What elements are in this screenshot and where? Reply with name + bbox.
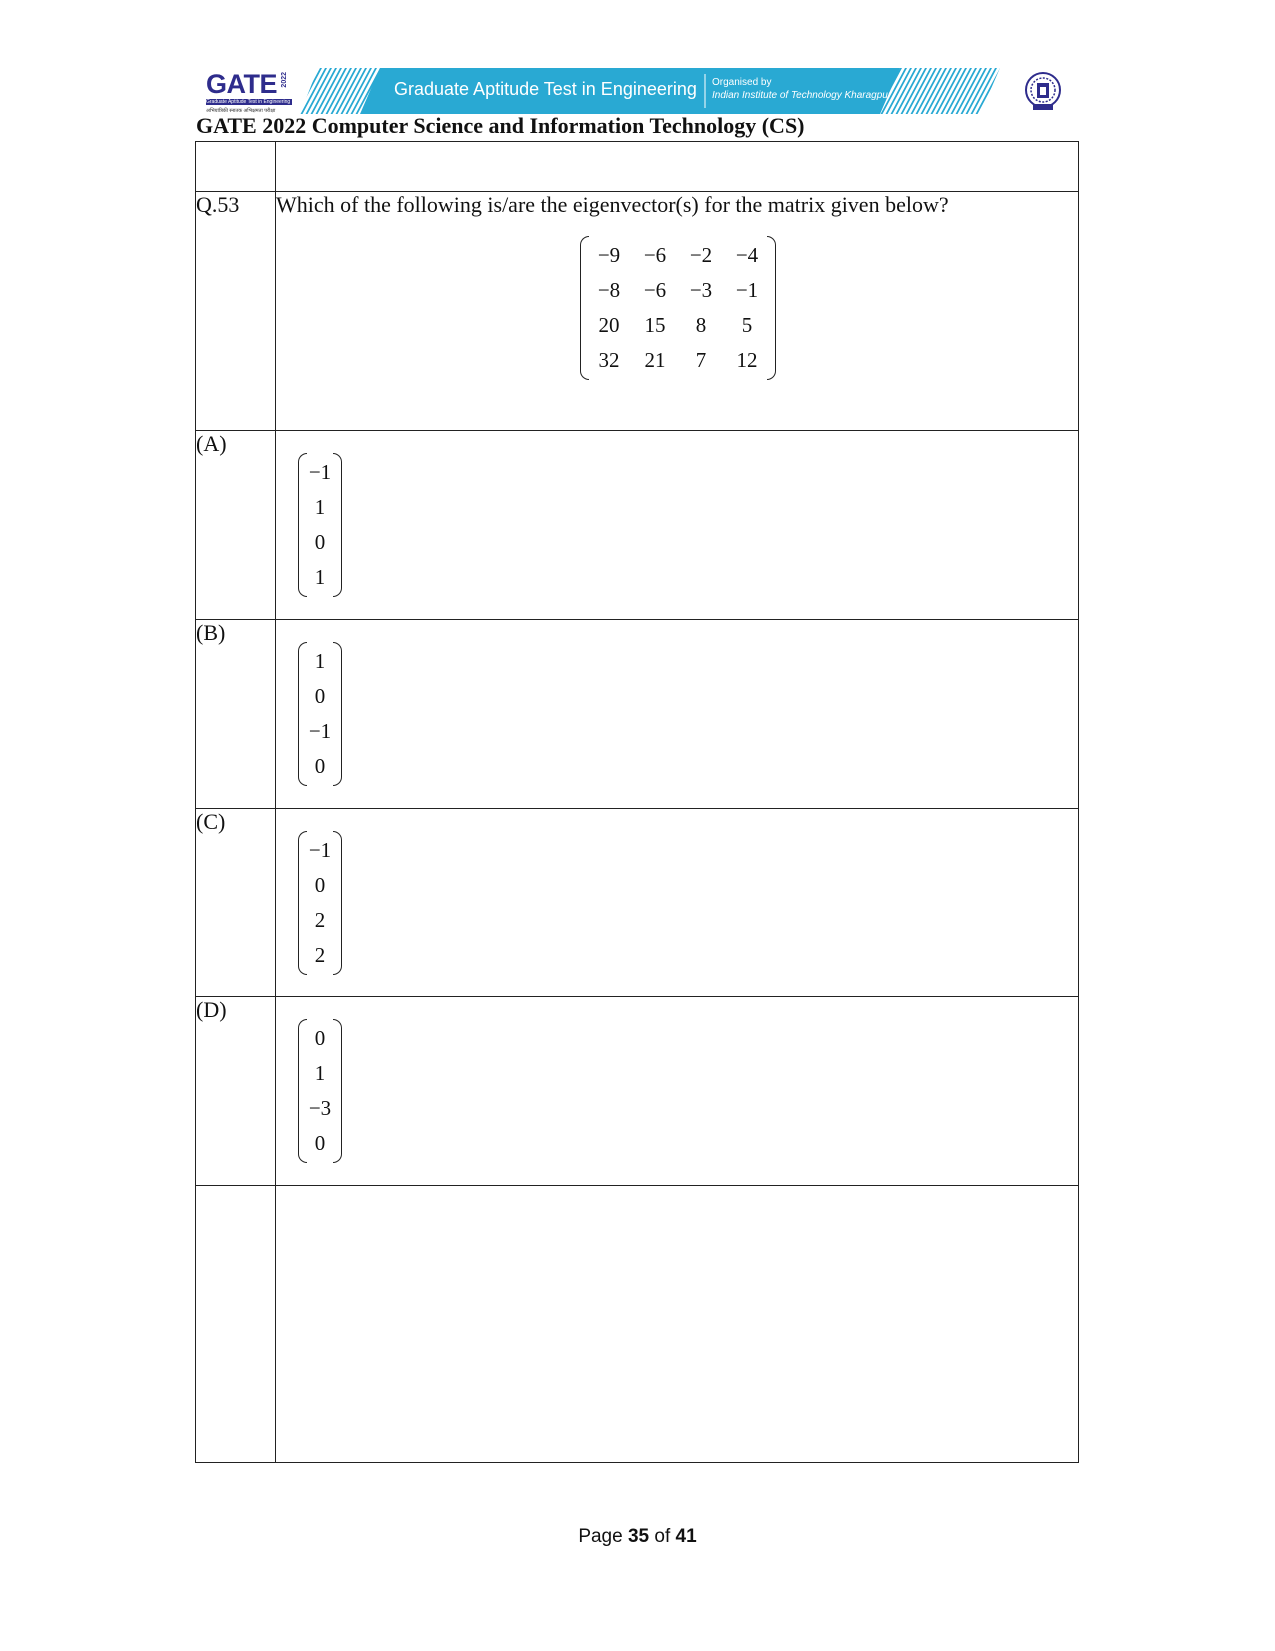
matrix-entry: −8 — [597, 278, 621, 303]
left-parenthesis — [298, 1019, 307, 1163]
option-label: (C) — [196, 808, 276, 997]
matrix-entry: 32 — [598, 348, 620, 373]
header-banner — [300, 68, 1000, 114]
vector-entry: 1 — [314, 1061, 326, 1086]
left-parenthesis — [580, 236, 589, 380]
option-cell — [276, 431, 1079, 620]
right-parenthesis — [767, 236, 776, 380]
gate-logo-strip: Graduate Aptitude Test in Engineering — [206, 99, 291, 105]
option-row-c — [196, 808, 1079, 997]
vector-entry: −3 — [308, 1096, 332, 1121]
vector-entry: 0 — [314, 683, 326, 708]
page-footer — [0, 1526, 1275, 1548]
vector-entry: 1 — [314, 495, 326, 520]
page-title: GATE 2022 Computer Science and Information Technology (CS) — [196, 113, 805, 138]
option-cell — [276, 619, 1079, 808]
question-cell — [276, 192, 1079, 431]
right-parenthesis — [333, 453, 342, 597]
footer-of-label: of — [654, 1526, 671, 1547]
left-parenthesis — [298, 453, 307, 597]
empty-cell — [276, 1185, 1079, 1462]
matrix-entry: 5 — [741, 313, 753, 338]
option-label: (A) — [196, 431, 276, 620]
empty-cell — [196, 1185, 276, 1462]
footer-page-label: Page — [578, 1526, 623, 1547]
table-header-row — [196, 142, 1079, 192]
banner-title: Graduate Aptitude Test in Engineering — [394, 79, 697, 99]
option-row-b — [196, 619, 1079, 808]
option-vector — [298, 1021, 342, 1161]
option-vector — [298, 455, 342, 595]
option-cell — [276, 997, 1079, 1186]
option-vector — [298, 644, 342, 784]
vector-entry: −1 — [308, 837, 332, 862]
matrix-entry: 15 — [644, 313, 666, 338]
question-text: Which of the following is/are the eigenvector(s) for the matrix given below? — [276, 192, 949, 218]
vector-entry: 2 — [314, 942, 326, 967]
option-cell — [276, 808, 1079, 997]
question-table — [195, 141, 1079, 1463]
option-label: (B) — [196, 619, 276, 808]
right-parenthesis — [333, 642, 342, 786]
gate-logo — [206, 70, 296, 116]
matrix-entry: −6 — [643, 278, 667, 303]
banner-organiser: Indian Institute of Technology Kharagpur — [712, 90, 892, 101]
vector-entry: 1 — [314, 565, 326, 590]
vector-entry: 0 — [314, 1026, 326, 1051]
vector-entry: 2 — [314, 907, 326, 932]
matrix-entry: 7 — [695, 348, 707, 373]
page-header — [0, 0, 1275, 120]
question-matrix — [580, 238, 776, 378]
matrix-entry: −9 — [597, 243, 621, 268]
left-parenthesis — [298, 642, 307, 786]
vector-entry: 0 — [314, 872, 326, 897]
vector-entry: 1 — [314, 648, 326, 673]
matrix-entry: 8 — [695, 313, 707, 338]
vector-entry: 0 — [314, 530, 326, 555]
matrix-entry: −4 — [735, 243, 759, 268]
option-vector — [298, 833, 342, 973]
gate-logo-word: GATE — [206, 69, 277, 99]
left-parenthesis — [298, 831, 307, 975]
vector-entry: −1 — [308, 460, 332, 485]
matrix-grid — [580, 238, 776, 378]
banner-organised-label: Organised by — [712, 77, 772, 88]
footer-total-pages: 41 — [675, 1526, 697, 1547]
empty-row — [196, 1185, 1079, 1462]
vector-entry: 0 — [314, 753, 326, 778]
iit-emblem-icon — [1023, 70, 1063, 114]
gate-logo-year: 2022 — [281, 72, 288, 88]
question-number: Q.53 — [196, 192, 276, 431]
gate-logo-hindi: अभियांत्रिकी स्नातक अभिक्षमता परीक्षा — [206, 108, 276, 114]
matrix-entry: 21 — [644, 348, 666, 373]
matrix-entry: −1 — [735, 278, 759, 303]
option-row-a — [196, 431, 1079, 620]
vector-entry: −1 — [308, 718, 332, 743]
matrix-entry: 12 — [736, 348, 758, 373]
empty-cell — [196, 142, 276, 192]
matrix-entry: 20 — [598, 313, 620, 338]
option-label: (D) — [196, 997, 276, 1186]
matrix-entry: −6 — [643, 243, 667, 268]
right-parenthesis — [333, 1019, 342, 1163]
matrix-entry: −2 — [689, 243, 713, 268]
question-row — [196, 192, 1079, 431]
empty-cell — [276, 142, 1079, 192]
vector-entry: 0 — [314, 1131, 326, 1156]
footer-current-page: 35 — [627, 1526, 650, 1547]
matrix-entry: −3 — [689, 278, 713, 303]
right-parenthesis — [333, 831, 342, 975]
option-row-d — [196, 997, 1079, 1186]
